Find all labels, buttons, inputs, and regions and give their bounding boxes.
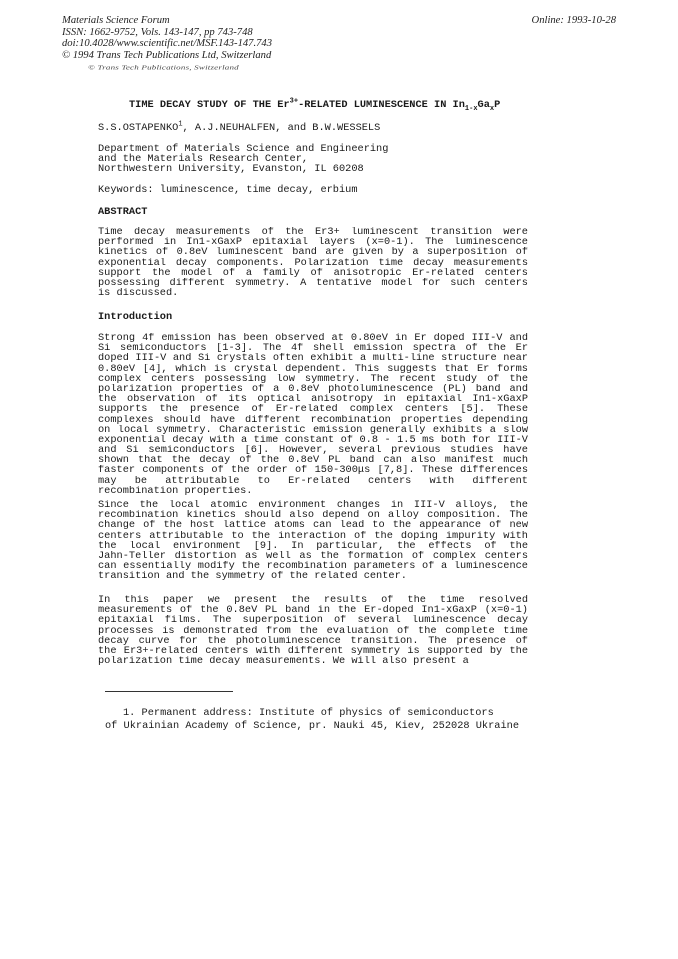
text-line: processes is demonstrated from the evaluation of the complete time <box>98 625 528 636</box>
text-line: Strong 4f emission has been observed at 0.80eV in Er doped III-V and <box>98 333 528 344</box>
authors: S.S.OSTAPENKO$^1$, A.J.NEUHALFEN, and B.W.WESSELS <box>98 120 381 134</box>
text-line: faster components of the order of 150-300μs [7,8]. These differences <box>98 465 528 476</box>
issn-line: ISSN: 1662-9752, Vols. 143-147, pp 743-748 <box>62 26 253 38</box>
online-date: Online: 1993-10-28 <box>531 15 616 26</box>
abstract-heading: ABSTRACT <box>98 206 148 218</box>
text-line: decay curve for the photoluminescence transition. The presence of <box>98 635 528 646</box>
text-line: recombination kinetics should also depend on alloy composition. The <box>98 510 528 521</box>
text-line: complexes should have different recombination properties depending <box>98 414 528 425</box>
text-line: transition and the symmetry of the related center. <box>98 571 407 582</box>
text-line: can essentially modify the recombination parameters of a luminescence <box>98 561 528 572</box>
text-line: shown that the decay of the 0.8eV PL band can also manifest much <box>98 455 528 466</box>
text-line: may be attributable to Er-related centers with different <box>98 475 528 486</box>
text-line: measurements of the 0.8eV PL band in the Er-doped In1-xGaxP (x=0-1) <box>98 605 528 616</box>
text-line: exponential decay components. Polarization time decay measurements <box>98 257 528 268</box>
text-line: is discussed. <box>98 288 179 299</box>
text-line: possessing different symmetry. A tentative model for such centers <box>98 277 528 289</box>
introduction-heading: Introduction <box>98 311 173 323</box>
text-line: polarization properties of a 0.8eV photoluminescence (PL) band and <box>98 383 528 395</box>
text-line: kinetics of 0.8eV luminescent band are given by a superposition of <box>98 247 528 258</box>
text-line: change of the host lattice atoms can lead to the appearance of new <box>98 520 528 531</box>
text-line: the observation of its optical anisotropy in epitaxial In1-xGaxP <box>98 394 528 405</box>
text-line: supports the presence of Er-related complex centers [5]. These <box>98 404 528 415</box>
intro-paragraph-1 <box>98 333 528 496</box>
affiliation: Department of Materials Science and Engineering and the Materials Research Center, Northwestern University, Evanston, IL 60208 <box>98 143 389 176</box>
text-line: the Er3+-related centers with different symmetry is supported by the <box>98 645 528 657</box>
text-line: polarization time decay measurements. We will also present a <box>98 656 469 667</box>
text-line: doped III-V and Si crystals often exhibit a multi-line structure near <box>98 353 528 364</box>
footnote-divider <box>105 691 233 692</box>
text-line: and Si semiconductors [6]. However, several previous studies have <box>98 445 528 456</box>
footnote: 1. Permanent address: Institute of physics of semiconductors of Ukrainian Academy of Science, pr. Nauki 45, Kiev, 252028 Ukraine <box>105 707 520 732</box>
doi-line: doi:10.4028/www.scientific.net/MSF.143-147.743 <box>62 38 272 50</box>
abstract-text <box>98 227 528 298</box>
publisher-stamp: © Trans Tech Publications, Switzerland <box>88 64 239 71</box>
text-line: support the model of a family of anisotropic Er-related centers <box>98 267 528 278</box>
text-line: Since the local atomic environment changes in III-V alloys, the <box>98 500 528 511</box>
journal-name: Materials Science Forum <box>62 15 170 26</box>
text-line: Jahn-Teller distortion as well as the formation of complex centers <box>98 550 528 562</box>
keywords: Keywords: luminescence, time decay, erbium <box>98 184 358 196</box>
text-line: the local environment [9]. In particular, the effects of the <box>98 540 528 551</box>
text-line: centers attributable to the interaction of the doping impurity with <box>98 530 528 541</box>
text-line: performed in In1-xGaxP epitaxial layers (x=0-1). The luminescence <box>98 237 528 248</box>
text-line: In this paper we present the results of the time resolved <box>98 595 528 606</box>
intro-paragraph-2 <box>98 500 528 582</box>
journal-header <box>62 15 272 61</box>
text-line: Si semiconductors [1-3]. The 4f shell emission spectra of the Er <box>98 343 528 354</box>
text-line: 0.80eV [4], which is crystal dependent. This suggests that Er forms <box>98 363 528 374</box>
intro-paragraph-3 <box>98 595 528 666</box>
text-line: Time decay measurements of the Er3+ luminescent transition were <box>98 227 528 238</box>
text-line: on local symmetry. Characteristic emission generally exhibits a slow <box>98 424 528 435</box>
text-line: complex centers possessing low symmetry. The recent study of the <box>98 373 528 384</box>
copyright-line: © 1994 Trans Tech Publications Ltd, Switzerland <box>62 49 272 61</box>
paper-title: TIME DECAY STUDY OF THE $Er^{3+}$-RELATED LUMINESCENCE IN $In_{1-x}Ga_xP$ <box>129 97 501 114</box>
text-line: exponential decay with a time constant of 0.8 - 1.5 ms both for III-V <box>98 434 528 446</box>
text-line: recombination properties. <box>98 485 253 496</box>
text-line: epitaxial films. The superposition of several luminescence decay <box>98 615 528 626</box>
